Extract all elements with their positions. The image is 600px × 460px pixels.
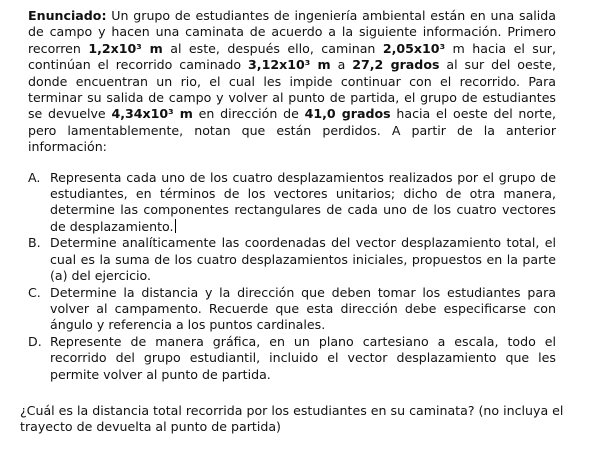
displacement-1: 1,2x10³ m bbox=[88, 40, 163, 56]
angle-2: 41,0 grados bbox=[304, 106, 391, 122]
task-letter: B. bbox=[28, 235, 41, 251]
statement-text-1: Un grupo de estudiantes de ingeniería ambiental están en una salida de campo y hacen una caminata de acuerdo a la siguiente información. Primero recorren bbox=[28, 8, 556, 56]
final-question: ¿Cuál es la distancia total recorrida por los estudiantes en su caminata? (no incluya el trayecto de devuelta al punto de partida) bbox=[20, 403, 564, 435]
statement-text-5: al sur del oeste, donde encuentran un rio, el cual les impide continuar con el recorrido. Para terminar su salida de campo y volver al punto de partida, el grupo de estudiantes se devuelve bbox=[28, 57, 556, 122]
task-item-a bbox=[28, 170, 556, 236]
statement-paragraph bbox=[28, 8, 556, 156]
statement-text-7: hacia el oeste del norte, pero lamentablemente, notan que están perdidos. A partir de la anterior información: bbox=[28, 106, 556, 155]
task-text: Representa cada uno de los cuatro desplazamientos realizados por el grupo de estudiantes, en términos de los vectores unitarios; dicho de otra manera, determine las componentes rectangulares de cada uno de los cuatro vectores de desplazamiento. bbox=[50, 169, 556, 234]
displacement-4: 4,34x10³ m bbox=[111, 106, 193, 122]
task-item-b bbox=[28, 235, 556, 284]
task-letter: D. bbox=[28, 333, 42, 349]
angle-1: 27,2 grados bbox=[352, 57, 440, 73]
task-text: Represente de manera gráfica, en un plano cartesiano a escala, todo el recorrido del grupo estudiantil, incluido el vector desplazamiento que les permite volver al punto de partida. bbox=[50, 333, 556, 382]
task-item-d bbox=[28, 334, 556, 383]
statement-text-4: a bbox=[330, 57, 353, 73]
text-cursor bbox=[175, 219, 176, 233]
displacement-2: 2,05x10³ bbox=[382, 40, 446, 56]
task-item-c bbox=[28, 285, 556, 334]
statement-label: Enunciado: bbox=[28, 8, 107, 23]
problem-document bbox=[28, 8, 556, 383]
statement-text-3: m hacia el sur, continúan el recorrido caminado bbox=[28, 40, 556, 73]
task-letter: C. bbox=[28, 284, 41, 300]
statement-text-2: al este, después ello, caminan bbox=[162, 40, 383, 56]
task-list bbox=[28, 170, 556, 383]
statement-text-6: en dirección de bbox=[192, 106, 305, 122]
task-text: Determine analíticamente las coordenadas del vector desplazamiento total, el cual es la suma de los cuatro desplazamientos iniciales, propuestos en la parte (a) del ejercicio. bbox=[50, 235, 556, 284]
task-letter: A. bbox=[28, 169, 41, 185]
task-text: Determine la distancia y la dirección que deben tomar los estudiantes para volver al campamento. Recuerde que esta dirección debe especificarse con ángulo y referencia a los puntos cardinales. bbox=[50, 284, 556, 333]
displacement-3: 3,12x10³ m bbox=[248, 57, 331, 73]
